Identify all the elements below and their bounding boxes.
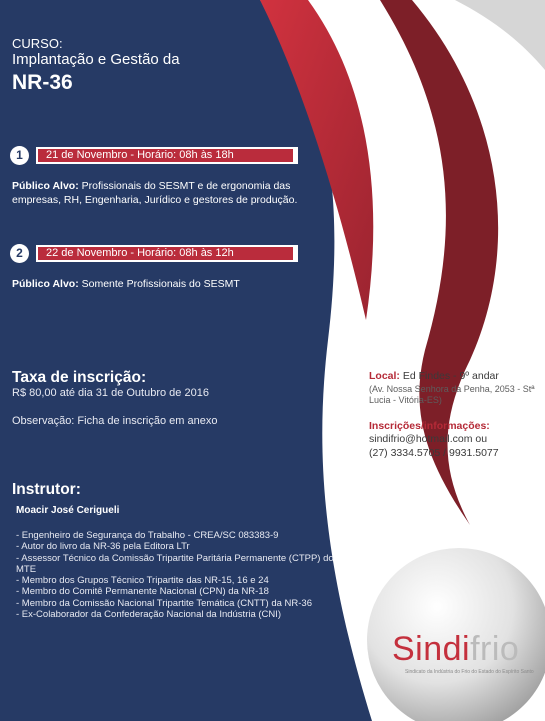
sindifrio-logo — [392, 630, 519, 668]
course-code: NR-36 — [12, 71, 73, 94]
grey-swoosh — [455, 0, 545, 70]
credential-item: - Assessor Técnico da Comissão Tripartite Paritária Permanente (CTPP) do MTE — [16, 552, 334, 575]
course-title: Implantação e Gestão da — [12, 51, 180, 68]
session-1-audience — [12, 180, 320, 207]
session-1-schedule: 21 de Novembro - Horário: 08h às 18h — [38, 149, 293, 162]
location-address: (Av. Nossa Senhora da Penha, 2053 - Stª Lucia - Vitória-ES) — [369, 384, 535, 405]
logo-part-frio: frio — [470, 630, 520, 668]
instructor-heading: Instrutor: — [12, 481, 81, 498]
credential-item: - Membro do Comitê Permanente Nacional (CPN) da NR-18 — [16, 586, 269, 598]
credential-item: - Membro dos Grupos Técnico Tripartite das NR-15, 16 e 24 — [16, 575, 269, 587]
session-1-audience-label: Público Alvo: — [12, 180, 79, 192]
session-1-schedule-bar — [36, 147, 298, 164]
curso-label: CURSO: — [12, 36, 63, 51]
session-2-audience — [12, 278, 320, 292]
location — [369, 370, 499, 382]
credential-item: - Autor do livro da NR-36 pela Editora LTr — [16, 541, 190, 553]
location-place: Ed Findes - 9º andar — [402, 370, 499, 382]
session-2-audience-text: Somente Profissionais do SESMT — [81, 278, 240, 290]
location-label: Local: — [369, 370, 400, 382]
registration-heading: Inscrições/informações: — [369, 420, 490, 432]
logo-tagline: Sindicato da Indústria do Frio do Estado do Espírito Santo — [405, 669, 534, 675]
registration-phones: (27) 3334.5705 / 9931.5077 — [369, 447, 499, 459]
fee-value: R$ 80,00 até dia 31 de Outubro de 2016 — [12, 387, 209, 399]
instructor-name: Moacir José Cerigueli — [16, 505, 120, 516]
session-1-number-badge: 1 — [10, 146, 29, 165]
credential-item: - Engenheiro de Segurança do Trabalho - CREA/SC 083383-9 — [16, 530, 279, 541]
session-2-schedule-bar — [36, 245, 298, 262]
session-2-audience-label: Público Alvo: — [12, 278, 79, 290]
registration-email[interactable]: sindifrio@hotmail.com ou — [369, 433, 488, 445]
session-2-schedule: 22 de Novembro - Horário: 08h às 12h — [38, 247, 293, 260]
session-2-number-badge: 2 — [10, 244, 29, 263]
credential-item: - Ex-Colaborador da Confederação Nacional da Indústria (CNI) — [16, 609, 282, 621]
session-1-audience-text: Profissionais do SESMT e de ergonomia das empresas, RH, Engenharia, Jurídico e gestores de produção. — [12, 180, 298, 206]
fee-note: Observação: Ficha de inscrição em anexo — [12, 415, 218, 427]
logo-part-sindi: Sindi — [392, 630, 471, 668]
instructor-credentials — [16, 530, 356, 620]
credential-item: - Membro da Comissão Nacional Tripartite Temática (CNTT) da NR-36 — [16, 597, 312, 609]
fee-heading: Taxa de inscrição: — [12, 369, 147, 386]
